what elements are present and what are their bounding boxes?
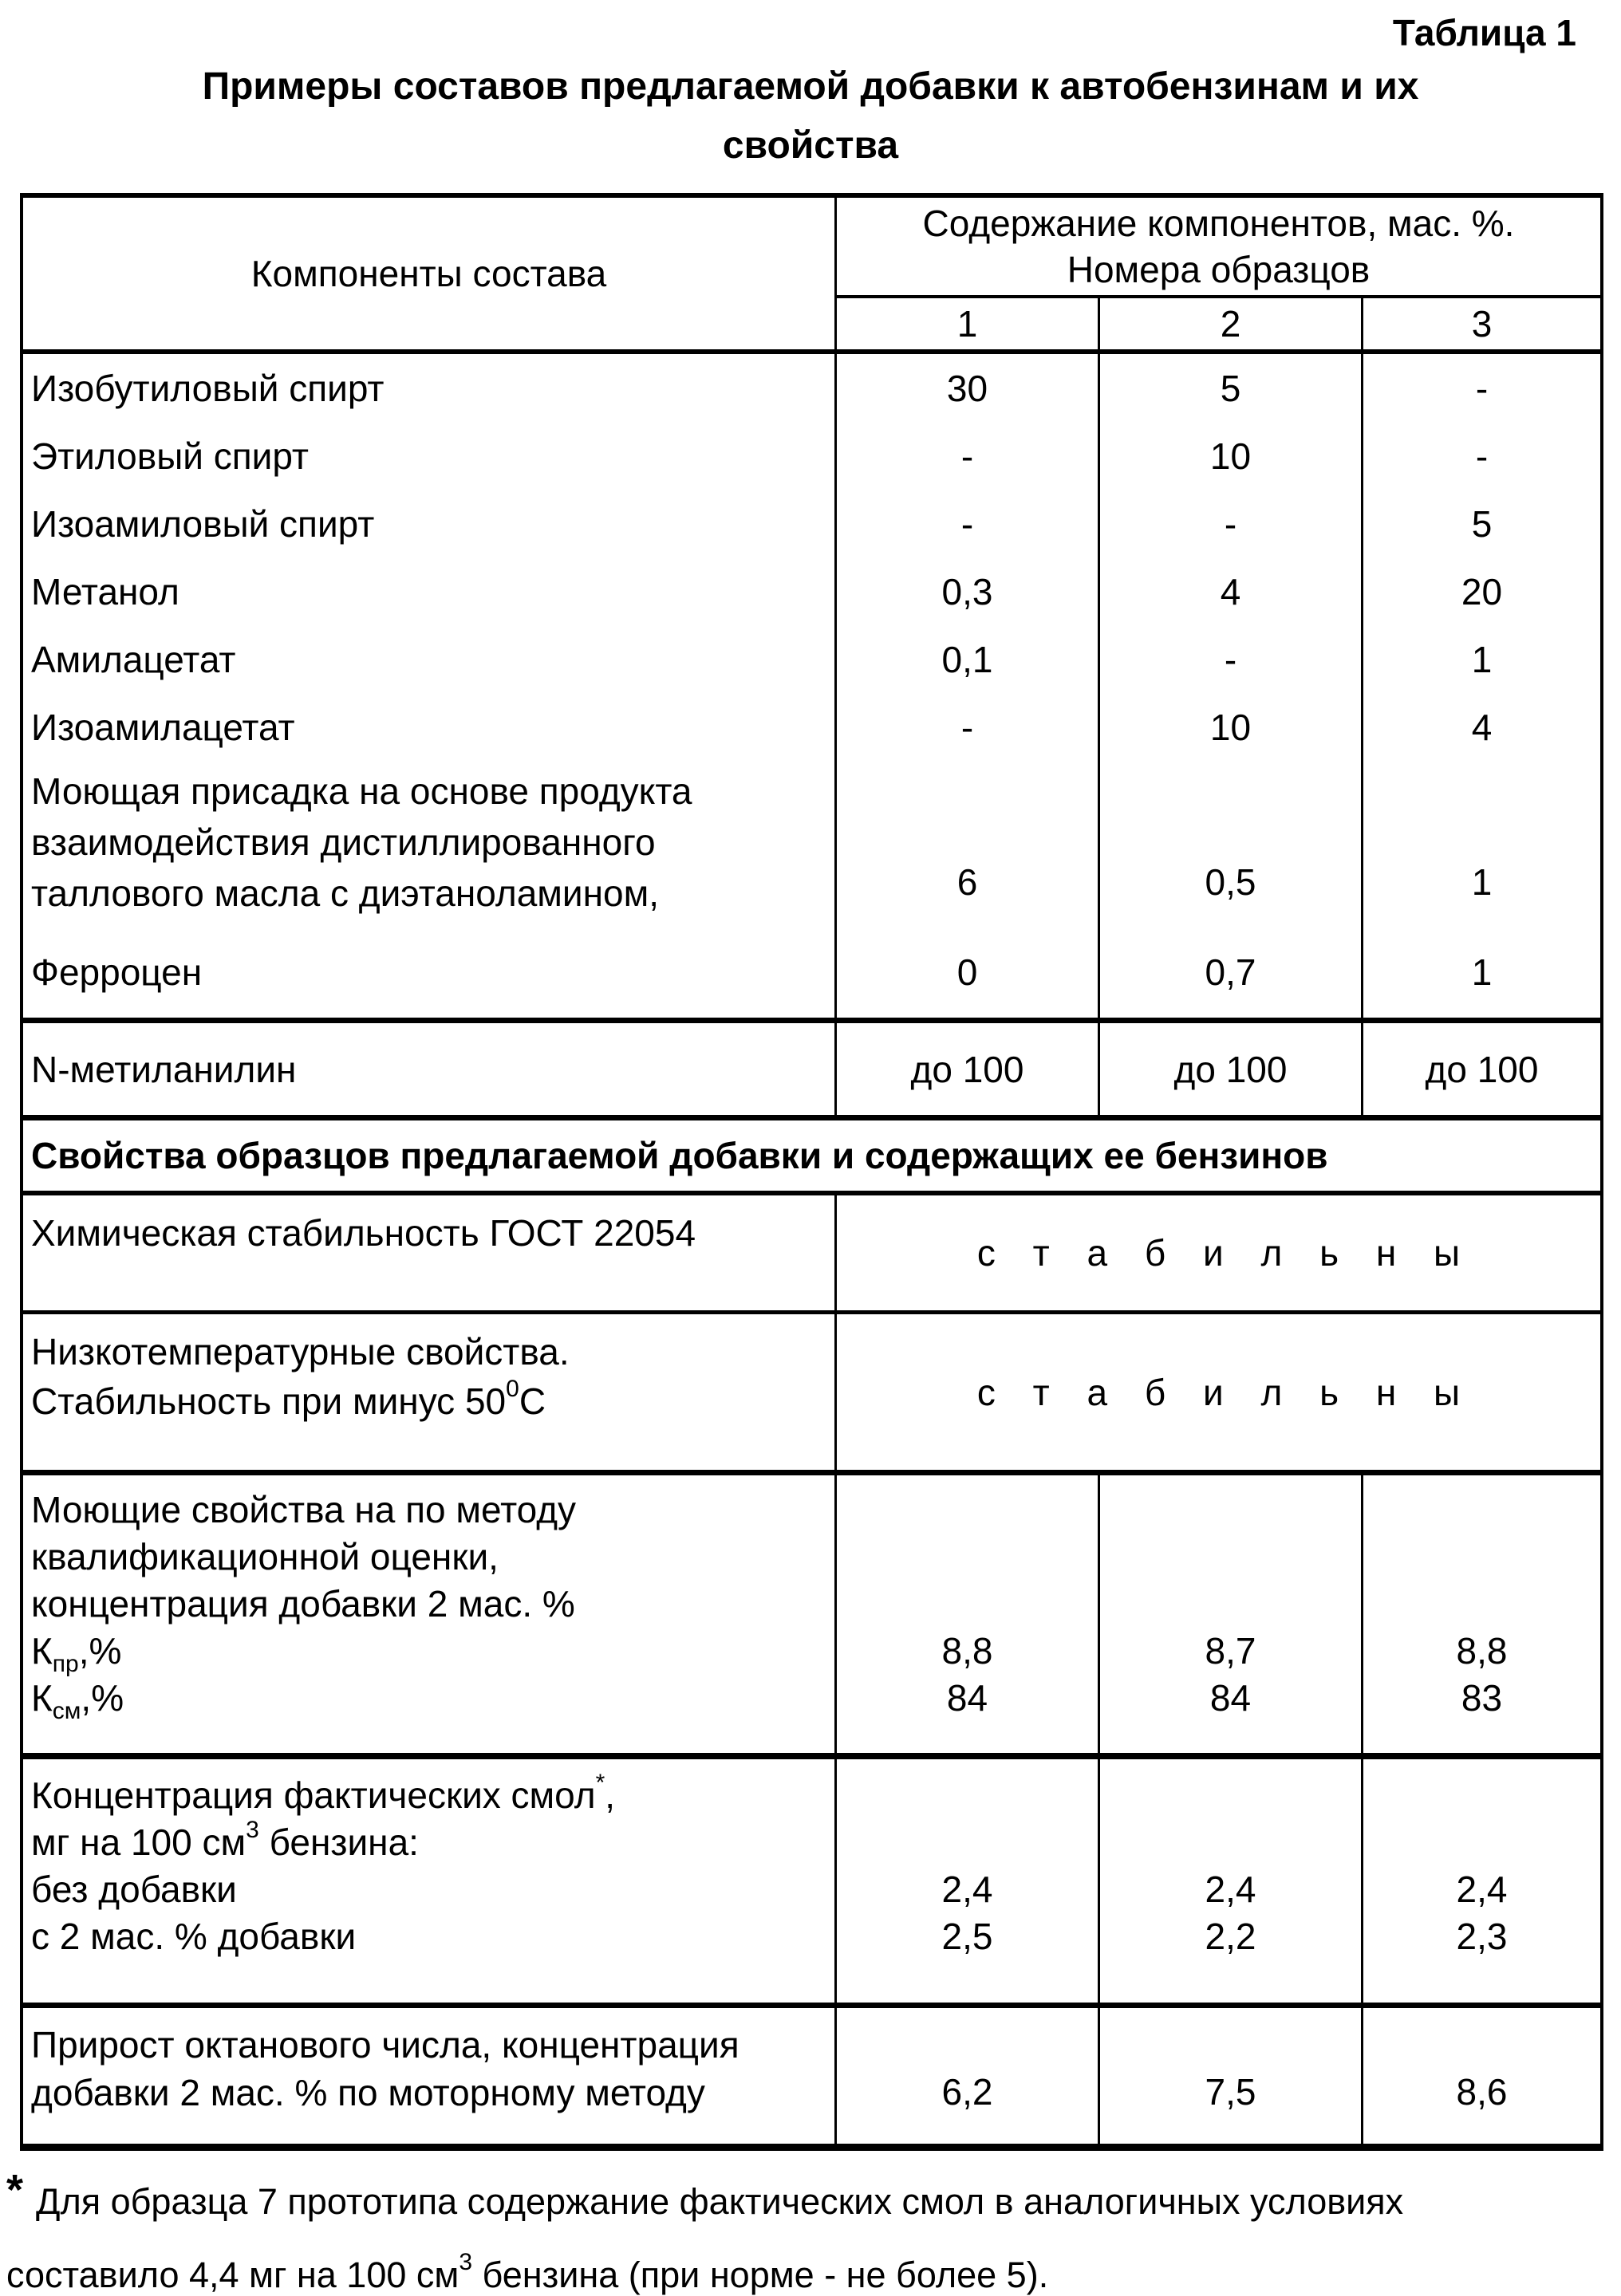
low-temp-label-line-2: Стабильность при минус $50^0С$	[31, 1376, 546, 1422]
component-value: -	[1475, 367, 1489, 409]
component-name: Этиловый спирт	[23, 422, 837, 490]
component-name: Изобутиловый спирт	[23, 354, 837, 422]
cubic-superscript: 3	[459, 2249, 472, 2275]
washing-values-sample-3	[1363, 1475, 1600, 1753]
resins-concentration-row	[23, 1753, 1600, 2003]
kpr-value: 8,7	[1205, 1630, 1256, 1672]
additive-compositions-table	[20, 193, 1603, 2151]
washing-label-line-2: квалификационной оценки,	[31, 1536, 499, 1577]
kpr-value: 8,8	[941, 1630, 993, 1672]
chemical-stability-row	[23, 1191, 1600, 1310]
component-name-line: взаимодействия дистиллированного	[31, 821, 656, 863]
header-content-title	[837, 198, 1600, 298]
component-value: 1	[1471, 638, 1493, 680]
components-section	[23, 349, 1600, 1018]
resins-values-sample-2	[1100, 1759, 1363, 2003]
low-temp-label-line-1: Низкотемпературные свойства.	[31, 1331, 570, 1372]
component-value: -	[837, 422, 1100, 490]
resins-no-additive-value: 2,4	[1456, 1869, 1508, 1910]
component-value: 1	[1471, 861, 1493, 903]
header-content-line-1: Содержание компонентов, мас. %.	[922, 203, 1515, 244]
component-name-multiline	[23, 761, 837, 926]
component-value: 0,3	[837, 557, 1100, 625]
resins-label	[23, 1759, 837, 2003]
washing-values-sample-1	[837, 1475, 1100, 1753]
sample-column-header-3: 3	[1471, 303, 1493, 345]
component-value: 30	[837, 354, 1100, 422]
sample-numbers-row	[837, 298, 1600, 349]
washing-properties-row	[23, 1470, 1600, 1753]
table-header-row	[23, 198, 1600, 349]
washing-label-line-3: концентрация добавки 2 мас. %	[31, 1583, 575, 1625]
ksm-subscript: см	[52, 1698, 81, 1724]
resins-label-line-3: без добавки	[31, 1869, 237, 1910]
component-value: 0,5	[1100, 761, 1363, 926]
resins-label-line-2: мг на 100 $см^3$ бензина:	[31, 1817, 419, 1863]
base-component-value: до 100	[837, 1023, 1100, 1115]
octane-value-sample-2	[1100, 2008, 1363, 2144]
component-value: -	[1100, 490, 1363, 557]
kpr-label: $К_{пр},\%$	[31, 1630, 122, 1677]
footnote-star: *	[6, 2166, 24, 2214]
octane-label-line-2: добавки 2 мас. % по моторному методу	[31, 2072, 705, 2113]
component-value: 0,7	[1100, 926, 1363, 1018]
sample-column-header-2: 2	[1100, 298, 1363, 349]
octane-value: 7,5	[1205, 2071, 1256, 2113]
washing-properties-label	[23, 1475, 837, 1753]
component-value: -	[837, 693, 1100, 761]
resins-label-line-4: с 2 мас. % добавки	[31, 1916, 357, 1957]
component-value: 20	[1461, 570, 1503, 612]
chemical-stability-label: Химическая стабильность ГОСТ 22054	[23, 1195, 837, 1310]
resins-label-line-1: Концентрация фактических смол*,	[31, 1770, 616, 1816]
footnote	[6, 2166, 1597, 2296]
header-content-cell	[837, 198, 1600, 349]
component-name-line: Моющая присадка на основе продукта	[31, 770, 692, 812]
sample-column-header-1: 1	[837, 298, 1100, 349]
component-value: 4	[1100, 557, 1363, 625]
octane-label-line-1: Прирост октанового числа, концентрация	[31, 2024, 740, 2066]
base-component-row	[23, 1018, 1600, 1115]
low-temp-stability-value: с т а б и л ь н ы	[976, 1371, 1461, 1413]
component-value: 4	[1471, 706, 1493, 748]
component-value: -	[837, 490, 1100, 557]
resins-no-additive-value: 2,4	[941, 1869, 993, 1910]
base-component-value: до 100	[1425, 1048, 1539, 1090]
resins-values-sample-3	[1363, 1759, 1600, 2003]
header-content-line-2: Номера образцов	[1067, 249, 1371, 290]
component-value: -	[1475, 435, 1489, 477]
octane-label	[23, 2008, 837, 2144]
washing-label-line-1: Моющие свойства на по методу	[31, 1489, 577, 1530]
kpr-value: 8,8	[1456, 1630, 1508, 1672]
component-name: Изоамиловый спирт	[23, 490, 837, 557]
footnote-star-marker: *	[595, 1770, 605, 1796]
ksm-value: 84	[1209, 1677, 1252, 1719]
ksm-value: 84	[946, 1677, 988, 1719]
resins-values-sample-1	[837, 1759, 1100, 2003]
octane-value: 8,6	[1456, 2071, 1508, 2113]
component-value: -	[1100, 625, 1363, 693]
component-value: 10	[1100, 422, 1363, 490]
octane-increase-row	[23, 2003, 1600, 2144]
ksm-label: $К_{см},\%$	[31, 1677, 124, 1724]
component-name: Изоамилацетат	[23, 693, 837, 761]
component-value: 5	[1100, 354, 1363, 422]
document-title	[0, 57, 1621, 175]
resins-with-additive-value: 2,5	[941, 1916, 993, 1957]
component-value: 0,1	[837, 625, 1100, 693]
title-line-1: Примеры составов предлагаемой добавки к автобензинам и их	[202, 65, 1419, 108]
resins-with-additive-value: 2,3	[1456, 1916, 1508, 1957]
component-name: Ферроцен	[23, 926, 837, 1018]
component-name-line: таллового масла с диэтаноламином,	[31, 872, 659, 914]
ksm-value: 83	[1461, 1677, 1503, 1719]
octane-value: 6,2	[941, 2071, 993, 2113]
kpr-subscript: пр	[52, 1651, 79, 1677]
table-number-label: Таблица 1	[1392, 12, 1576, 53]
footnote-line-1: * Для образца 7 прототипа содержание фактических смол в аналогичных условиях	[6, 2166, 1404, 2222]
title-line-2: свойства	[722, 124, 899, 167]
header-components-cell: Компоненты состава	[23, 198, 837, 349]
footnote-line-2: составило 4,4 мг на 100 $см^3$ бензина (при норме - не более 5).	[6, 2249, 1049, 2295]
component-value: 6	[837, 761, 1100, 926]
properties-section-header: Свойства образцов предлагаемой добавки и содержащих ее бензинов	[23, 1115, 1600, 1191]
cubic-superscript: 3	[246, 1817, 259, 1843]
base-component-value: до 100	[1100, 1023, 1363, 1115]
component-value: 0	[837, 926, 1100, 1018]
resins-no-additive-value: 2,4	[1205, 1869, 1256, 1910]
component-value: 5	[1471, 502, 1493, 545]
component-name: Амилацетат	[23, 625, 837, 693]
resins-with-additive-value: 2,2	[1205, 1916, 1256, 1957]
octane-value-sample-3	[1363, 2008, 1600, 2144]
base-component-name: N-метиланилин	[23, 1023, 837, 1115]
low-temp-stability-label	[23, 1314, 837, 1470]
chemical-stability-value: с т а б и л ь н ы	[976, 1232, 1461, 1274]
low-temp-stability-row	[23, 1310, 1600, 1470]
washing-values-sample-2	[1100, 1475, 1363, 1753]
component-value: 10	[1100, 693, 1363, 761]
degree-superscript: 0	[506, 1376, 519, 1402]
component-name: Метанол	[23, 557, 837, 625]
octane-value-sample-1	[837, 2008, 1100, 2144]
component-value: 1	[1471, 951, 1493, 993]
